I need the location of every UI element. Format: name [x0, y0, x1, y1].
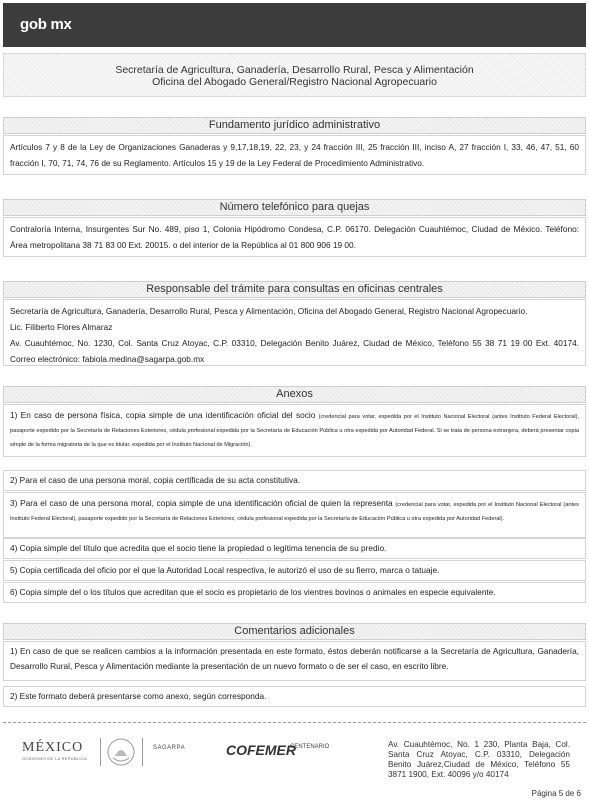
anexo-item-1	[3, 404, 586, 457]
anexos-heading: Anexos	[3, 386, 586, 403]
responsable-line-2: Lic. Filiberto Flores Almaraz	[10, 322, 113, 332]
anexo-item-5	[3, 560, 586, 581]
responsable-body	[3, 299, 586, 366]
anexo-3-text: 3) Para el caso de una persona moral, copia simple de una identificación oficial de quien la representa	[10, 498, 393, 508]
footer-separator	[142, 738, 143, 766]
anexo-3-detail: (credencial para votar, expedida por el Instituto Nacional Electoral (antes Instituto Federal Electoral), pasaporte expedido por la Secretaría de Relaciones Exteriores, cédula profesional expedida por la Secretaría de Educación Pública u otra expedida por Autoridad Federal).	[10, 502, 579, 522]
anexo-item-3	[3, 492, 586, 538]
header-bar	[3, 3, 586, 47]
centenario-logo: CENTENARIO	[290, 744, 330, 750]
anexo-6-text: 6) Copia simple del o los títulos que acreditan que el socio es propietario de los vientres bovinos o animales en especie equivalente.	[10, 587, 496, 597]
cofemer-logo: COFEMER	[226, 742, 296, 758]
mexico-logo: MÉXICO	[22, 740, 84, 755]
anexo-5-text: 5) Copia certificada del oficio por el que la Autoridad Local respectiva, le autorizó el uso de su fierro, marca o tatuaje.	[10, 565, 440, 575]
comentario-2-text: 2) Este formato deberá presentarse como anexo, según corresponda.	[10, 691, 267, 701]
coat-of-arms-icon	[106, 736, 136, 768]
anexo-item-2	[3, 470, 586, 491]
anexo-item-4	[3, 538, 586, 559]
footer-address: Av. Cuauhtémoc, No. 1 230, Planta Baja, Col. Santa Cruz Atoyac, C.P. 03310, Delegación Benito Juárez,Ciudad de México, Teléfono 55 3871 1900, Ext. 40096 y/o 40174	[388, 740, 570, 779]
gobmx-logo[interactable]: gob mx	[20, 16, 72, 33]
document-title	[3, 53, 586, 97]
responsable-heading: Responsable del trámite para consultas en oficinas centrales	[3, 281, 586, 298]
fundamento-text: Artículos 7 y 8 de la Ley de Organizaciones Ganaderas y 9,17,18,19, 22, 23, y 24 fracción III, 25 fracción III, inciso A, 27 fracción I, 33, 46, 47, 51, 60 fracción I, 70, 71, 74, 76 de su Reglamento. Artículos 15 y 19 de la Ley Federal de Procedimiento Administrativo.	[10, 142, 579, 168]
quejas-heading: Número telefónico para quejas	[3, 199, 586, 216]
quejas-body	[3, 217, 586, 257]
fundamento-body	[3, 135, 586, 175]
anexo-4-text: 4) Copia simple del título que acredita que el socio tiene la propiedad o legítima tenencia de su predio.	[10, 543, 387, 553]
comentario-1-text: 1) En caso de que se realicen cambios a la información presentada en este formato, éstos deberán notificarse a la Secretaría de Agricultura, Ganadería, Desarrollo Rural, Pesca y Alimentación mediante la presentación de un nuevo formato o de ser el caso, en escrito libre.	[10, 646, 579, 671]
title-line-1: Secretaría de Agricultura, Ganadería, Desarrollo Rural, Pesca y Alimentación	[115, 64, 474, 76]
anexo-item-6	[3, 582, 586, 603]
quejas-text: Contraloría Interna, Insurgentes Sur No. 489, piso 1, Colonia Hipódromo Condesa, C.P. 06170. Delegación Cuauhtémoc, Ciudad de México. Teléfono: Área metropolitana 38 71 83 00 Ext. 20015. o del interior de la República al 01 800 906 19 00.	[10, 224, 579, 250]
sagarpa-logo: SAGARPA	[153, 745, 186, 751]
page-number: Página 5 de 6	[531, 789, 581, 798]
comentario-item-1	[3, 641, 586, 681]
anexo-1-detail: (credencial para votar, expedida por el Instituto Nacional Electoral (antes Instituto Federal Electoral), pasaporte expedido por la Secretaría de Relaciones Exteriores, cédula profesional expedida por la Secretaría de Educación Pública u otra expedida por Autoridad Federal. Si se trata de persona extranjera, deberá presentar copia simple de la forma migratoria de la que es titular, expedida por el Instituto Nacional de Migración).	[10, 414, 579, 448]
comentarios-heading: Comentarios adicionales	[3, 623, 586, 640]
comentario-item-2	[3, 686, 586, 707]
fundamento-heading: Fundamento jurídico administrativo	[3, 117, 586, 134]
anexo-1-text: 1) En caso de persona física, copia simple de una identificación oficial del socio	[10, 410, 316, 420]
responsable-line-3: Av. Cuauhtémoc, No. 1230, Col. Santa Cruz Atoyac, C.P. 03310, Delegación Benito Juárez, Ciudad de México, Teléfono 55 38 71 19 00 Ext. 40174. Correo electrónico: fabiola.medina@sagarpa.gob.mx	[10, 338, 579, 364]
anexo-2-text: 2) Para el caso de una persona moral, copia certificada de su acta constitutiva.	[10, 475, 301, 485]
responsable-line-1: Secretaría de Agricultura, Ganadería, Desarrollo Rural, Pesca y Alimentación, Oficina del Abogado General, Registro Nacional Agropecuario.	[10, 306, 528, 316]
title-line-2: Oficina del Abogado General/Registro Nacional Agropecuario	[152, 76, 437, 88]
footer-divider	[3, 722, 586, 723]
mexico-logo-subtitle: GOBIERNO DE LA REPÚBLICA	[22, 756, 87, 761]
footer-separator	[100, 738, 101, 766]
